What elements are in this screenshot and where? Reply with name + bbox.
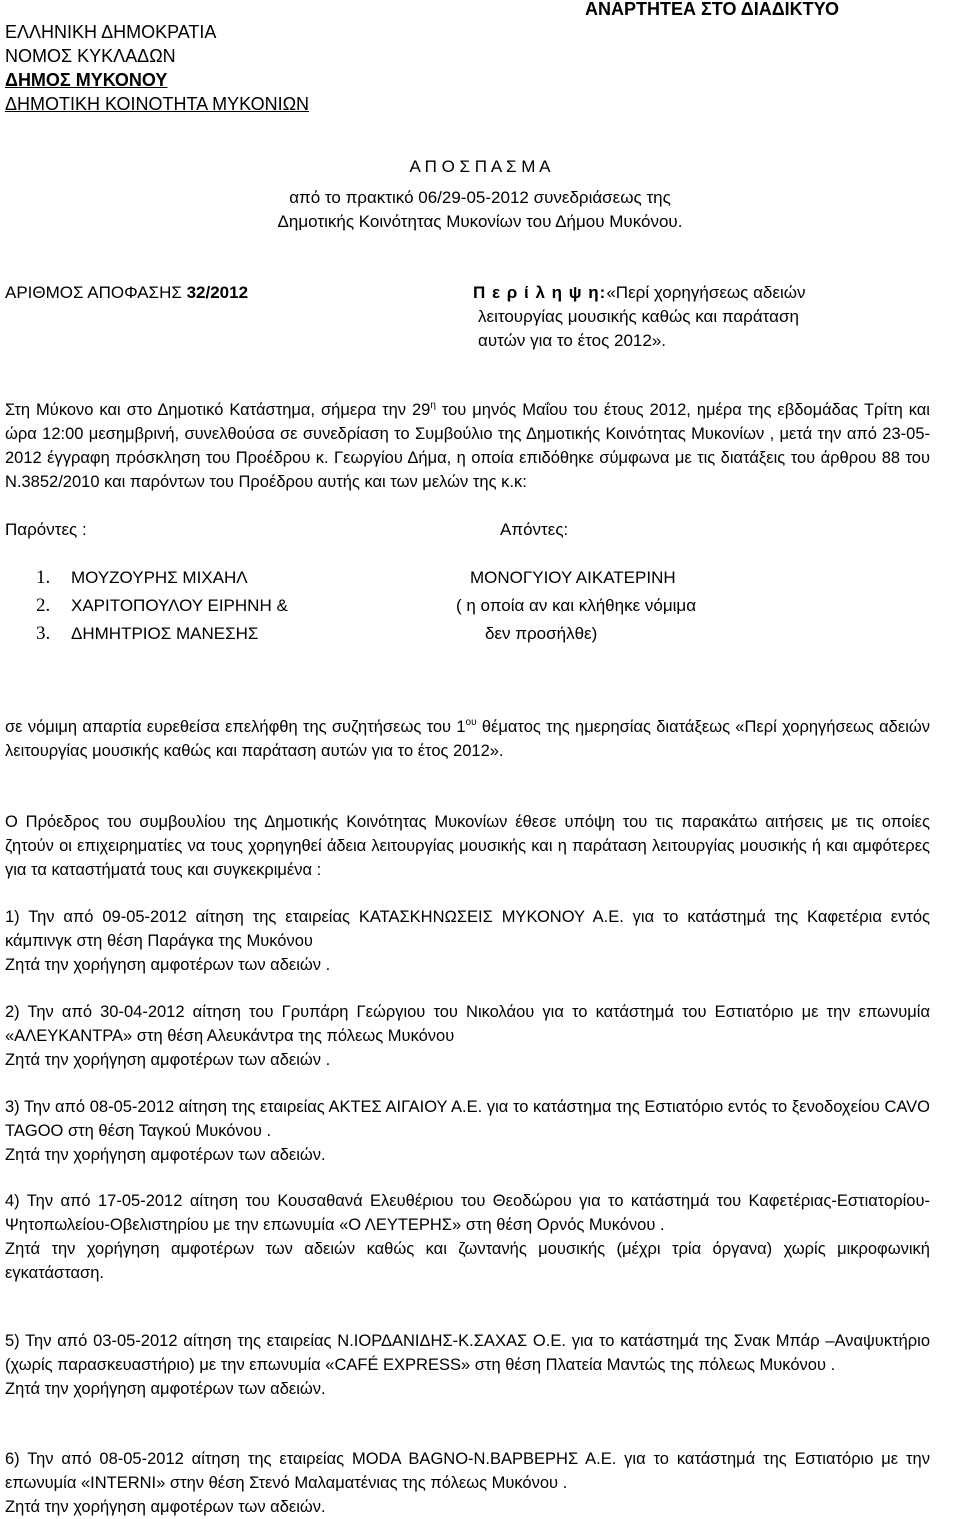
request-item-6 — [5, 1447, 930, 1519]
absent-note-1: ( η οποία αν και κλήθηκε νόμιμα — [456, 596, 697, 615]
absent-member-name: ΜΟΝΟΓΥΙΟΥ ΑΙΚΑΤΕΡΙΝΗ — [470, 568, 676, 587]
present-members-list — [36, 564, 288, 648]
list-item — [36, 592, 288, 620]
member-name: ΧΑΡΙΤΟΠΟΥΛΟΥ ΕΙΡΗΝΗ & — [71, 596, 288, 615]
request-item-4 — [5, 1189, 930, 1285]
item-number: 2. — [36, 595, 51, 616]
president-paragraph: Ο Πρόεδρος του συμβουλίου της Δημοτικής Κοινότητας Μυκονίων έθεσε υπόψη του τις παρακάτω αιτήσεις με τις οποίες ζητούν οι επιχειρηματίες να τους χορηγηθεί άδεια λειτουργίας μουσικής και η παράταση λειτουργίας μουσικής ή και αμφότερες για τα καταστήματά τους και συγκεκριμένα : — [5, 813, 930, 879]
council-reference: Δημοτικής Κοινότητας Μυκονίων του Δήμου Μυκόνου. — [277, 212, 683, 231]
member-name: ΔΗΜΗΤΡΙΟΣ ΜΑΝΕΣΗΣ — [71, 624, 259, 643]
present-label: Παρόντες : — [5, 520, 87, 539]
issuer-country: ΕΛΛΗΝΙΚΗ ΔΗΜΟΚΡΑΤΙΑ — [5, 22, 217, 42]
meeting-intro — [5, 398, 930, 494]
intro-ordinal: η — [430, 400, 436, 411]
issuer-prefecture: ΝΟΜΟΣ ΚΥΚΛΑΔΩΝ — [5, 46, 176, 66]
decision-value: 32/2012 — [186, 283, 249, 302]
posting-notice: ΑΝΑΡΤΗΤΕΑ ΣΤΟ ΔΙΑΔΙΚΤΥΟ — [585, 0, 839, 19]
item-number: 3. — [36, 623, 51, 644]
intro-text-b: του μηνός Μαΐου του έτους 2012, ημέρα της εβδομάδας Τρίτη και ώρα 12:00 μεσημβρινή, συνελθούσα σε συνεδρίαση το Συμβούλιο της Δημοτικής Κοινότητας Μυκονίων , μετά την από 23-05-2012 έγγραφη πρόσκληση του Προέδρου κ. Γεωργίου Δήμα, η οποία επιδόθηκε σύμφωνα με τις διατάξεις του άρθρου 88 του Ν.3852/2010 και παρόντων του Προέδρου αυτής και των μελών της κ.κ: — [5, 401, 930, 491]
request-ask: Ζητά την χορήγηση αμφοτέρων των αδειών . — [5, 1051, 331, 1069]
request-text: 3) Την από 08-05-2012 αίτηση της εταιρείας ΑΚΤΕΣ ΑΙΓΑΙΟΥ Α.Ε. για το κατάστημα της Εστιατόριο εντός το ξενοδοχείου CAVO TAGOO στη θέση Ταγκού Μυκόνου . — [5, 1098, 930, 1140]
summary-line-2: λειτουργίας μουσικής καθώς και παράταση — [478, 307, 799, 326]
request-ask: Ζητά την χορήγηση αμφοτέρων των αδειών. — [5, 1498, 326, 1516]
intro-text-a: Στη Μύκονο και στο Δημοτικό Κατάστημα, σήμερα την 29 — [5, 401, 431, 419]
request-item-1 — [5, 905, 930, 977]
decision-label: ΑΡΙΘΜΟΣ ΑΠΟΦΑΣΗΣ — [5, 283, 182, 302]
quorum-text-b: θέματος της ημερησίας διατάξεως «Περί χορηγήσεως αδειών λειτουργίας μουσικής καθώς και παράταση αυτών για το έτος 2012». — [5, 718, 931, 760]
request-text: 4) Την από 17-05-2012 αίτηση του Κουσαθανά Ελευθέριου του Θεοδώρου για το κατάστημά του Καφετέριας-Εστιατορίου-Ψητοπωλείου-Οβελιστηρίου με την επωνυμία «Ο ΛΕΥΤΕΡΗΣ» στη θέση Ορνός Μυκόνου . — [5, 1192, 930, 1234]
request-item-2 — [5, 1000, 930, 1072]
member-name: ΜΟΥΖΟΥΡΗΣ ΜΙΧΑΗΛ — [71, 568, 248, 587]
document-heading: Α Π Ο Σ Π Α Σ Μ Α — [409, 157, 551, 176]
request-ask: Ζητά την χορήγηση αμφοτέρων των αδειών καθώς και ζωντανής μουσικής (μέχρι τρία όργανα) χωρίς μικροφωνική εγκατάσταση. — [5, 1240, 930, 1282]
request-text: 6) Την από 08-05-2012 αίτηση της εταιρείας MODA BAGNO-N.ΒΑΡΒΕΡΗΣ Α.Ε. για το κατάστημά της Εστιατόριο με την επωνυμία «INTERNI» στην θέση Στενό Μαλαματένιας της πόλεως Μυκόνου . — [5, 1450, 930, 1492]
issuer-municipality: ΔΗΜΟΣ ΜΥΚΟΝΟΥ — [5, 70, 168, 90]
absent-note-2: δεν προσήλθε) — [485, 624, 598, 643]
request-text: 1) Την από 09-05-2012 αίτηση της εταιρείας ΚΑΤΑΣΚΗΝΩΣΕΙΣ ΜΥΚΟΝΟΥ Α.Ε. για το κατάστημά της Καφετέρια εντός κάμπινγκ στη θέση Παράγκα της Μυκόνου — [5, 908, 930, 950]
request-ask: Ζητά την χορήγηση αμφοτέρων των αδειών . — [5, 956, 331, 974]
issuer-block — [5, 20, 309, 116]
quorum-text-a: σε νόμιμη απαρτία ευρεθείσα επελήφθη της συζητήσεως του 1 — [5, 718, 466, 736]
request-text: 5) Την από 03-05-2012 αίτηση της εταιρείας Ν.ΙΟΡΔΑΝΙΔΗΣ-Κ.ΣΑΧΑΣ Ο.Ε. για το κατάστημά της Σνακ Μπάρ –Αναψυκτήριο (χωρίς παρασκευαστήριο) με την επωνυμία «CAFÉ EXPRESS» στη θέση Πλατεία Μαντώς της πόλεως Μυκόνου . — [5, 1332, 930, 1374]
request-text: 2) Την από 30-04-2012 αίτηση του Γρυπάρη Γεώργιου του Νικολάου για το κατάστημά του Εστιατόριο με την επωνυμία «ΑΛΕΥΚΑΝΤΡΑ» στη θέση Αλευκάντρα της πόλεως Μυκόνου — [5, 1003, 930, 1045]
decision-summary — [473, 281, 893, 353]
minutes-reference: από το πρακτικό 06/29-05-2012 συνεδριάσεως της — [289, 188, 671, 207]
quorum-ordinal: ου — [465, 717, 477, 728]
request-item-3 — [5, 1095, 930, 1167]
summary-line-3: αυτών για το έτος 2012». — [478, 331, 666, 350]
absent-label: Απόντες: — [500, 520, 569, 539]
request-item-5 — [5, 1329, 930, 1401]
issuer-community: ΔΗΜΟΤΙΚΗ ΚΟΙΝΟΤΗΤΑ ΜΥΚΟΝΙΩΝ — [5, 94, 310, 114]
request-ask: Ζητά την χορήγηση αμφοτέρων των αδειών. — [5, 1146, 326, 1164]
summary-line-1: «Περί χορηγήσεως αδειών — [606, 283, 806, 302]
list-item — [36, 564, 288, 592]
summary-label: Π ε ρ ί λ η ψ η: — [473, 283, 607, 302]
decision-number — [5, 281, 248, 305]
list-item — [36, 620, 288, 648]
request-ask: Ζητά την χορήγηση αμφοτέρων των αδειών. — [5, 1380, 326, 1398]
quorum-paragraph — [5, 715, 930, 763]
item-number: 1. — [36, 567, 51, 588]
